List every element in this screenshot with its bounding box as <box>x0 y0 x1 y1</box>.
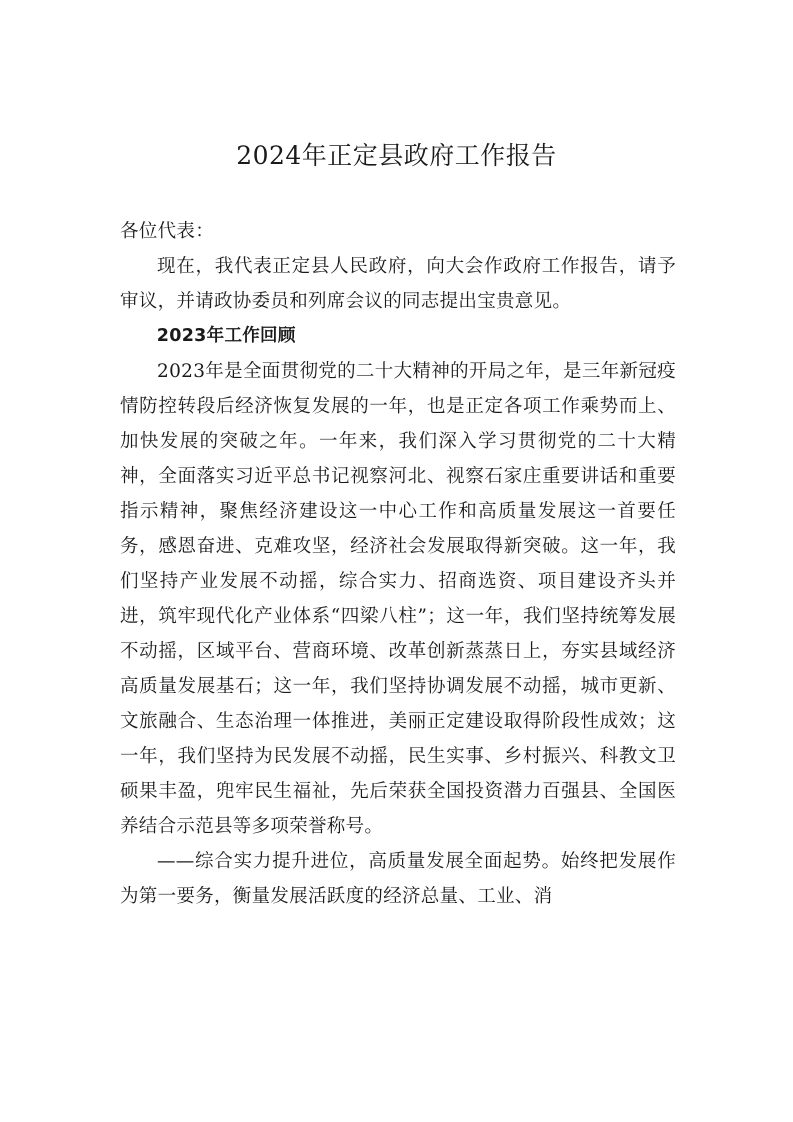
body-paragraph: ——综合实力提升进位，高质量发展全面起势。始终把发展作为第一要务，衡量发展活跃度的经济总量、工业、消 <box>120 851 676 907</box>
intro-paragraph: 现在，我代表正定县人民政府，向大会作政府工作报告，请予审议，并请政协委员和列席会议的同志提出宝贵意见。 <box>120 256 676 312</box>
salutation: 各位代表： <box>120 221 215 242</box>
document-body <box>120 214 676 914</box>
body-paragraph: 2023年是全面贯彻党的二十大精神的开局之年，是三年新冠疫情防控转段后经济恢复发展的一年，也是正定各项工作乘势而上、加快发展的突破之年。一年来，我们深入学习贯彻党的二十大精神，全面落实习近平总书记视察河北、视察石家庄重要讲话和重要指示精神，聚焦经济建设这一中心工作和高质量发展这一首要任务，感恩奋进、克难攻坚，经济社会发展取得新突破。这一年，我们坚持产业发展不动摇，综合实力、招商选资、项目建设齐头并进，筑牢现代化产业体系“四梁八柱”；这一年，我们坚持统筹发展不动摇，区域平台、营商环境、改革创新蒸蒸日上，夯实县域经济高质量发展基石；这一年，我们坚持协调发展不动摇，城市更新、文旅融合、生态治理一体推进，美丽正定建设取得阶段性成效；这一年，我们坚持为民发展不动摇，民生实事、乡村振兴、科教文卫硕果丰盈，兜牢民生福祉，先后荣获全国投资潜力百强县、全国医养结合示范县等多项荣誉称号。 <box>120 361 676 837</box>
document-title: 2024年正定县政府工作报告 <box>236 141 557 170</box>
section-heading: 2023年工作回顾 <box>156 326 296 346</box>
